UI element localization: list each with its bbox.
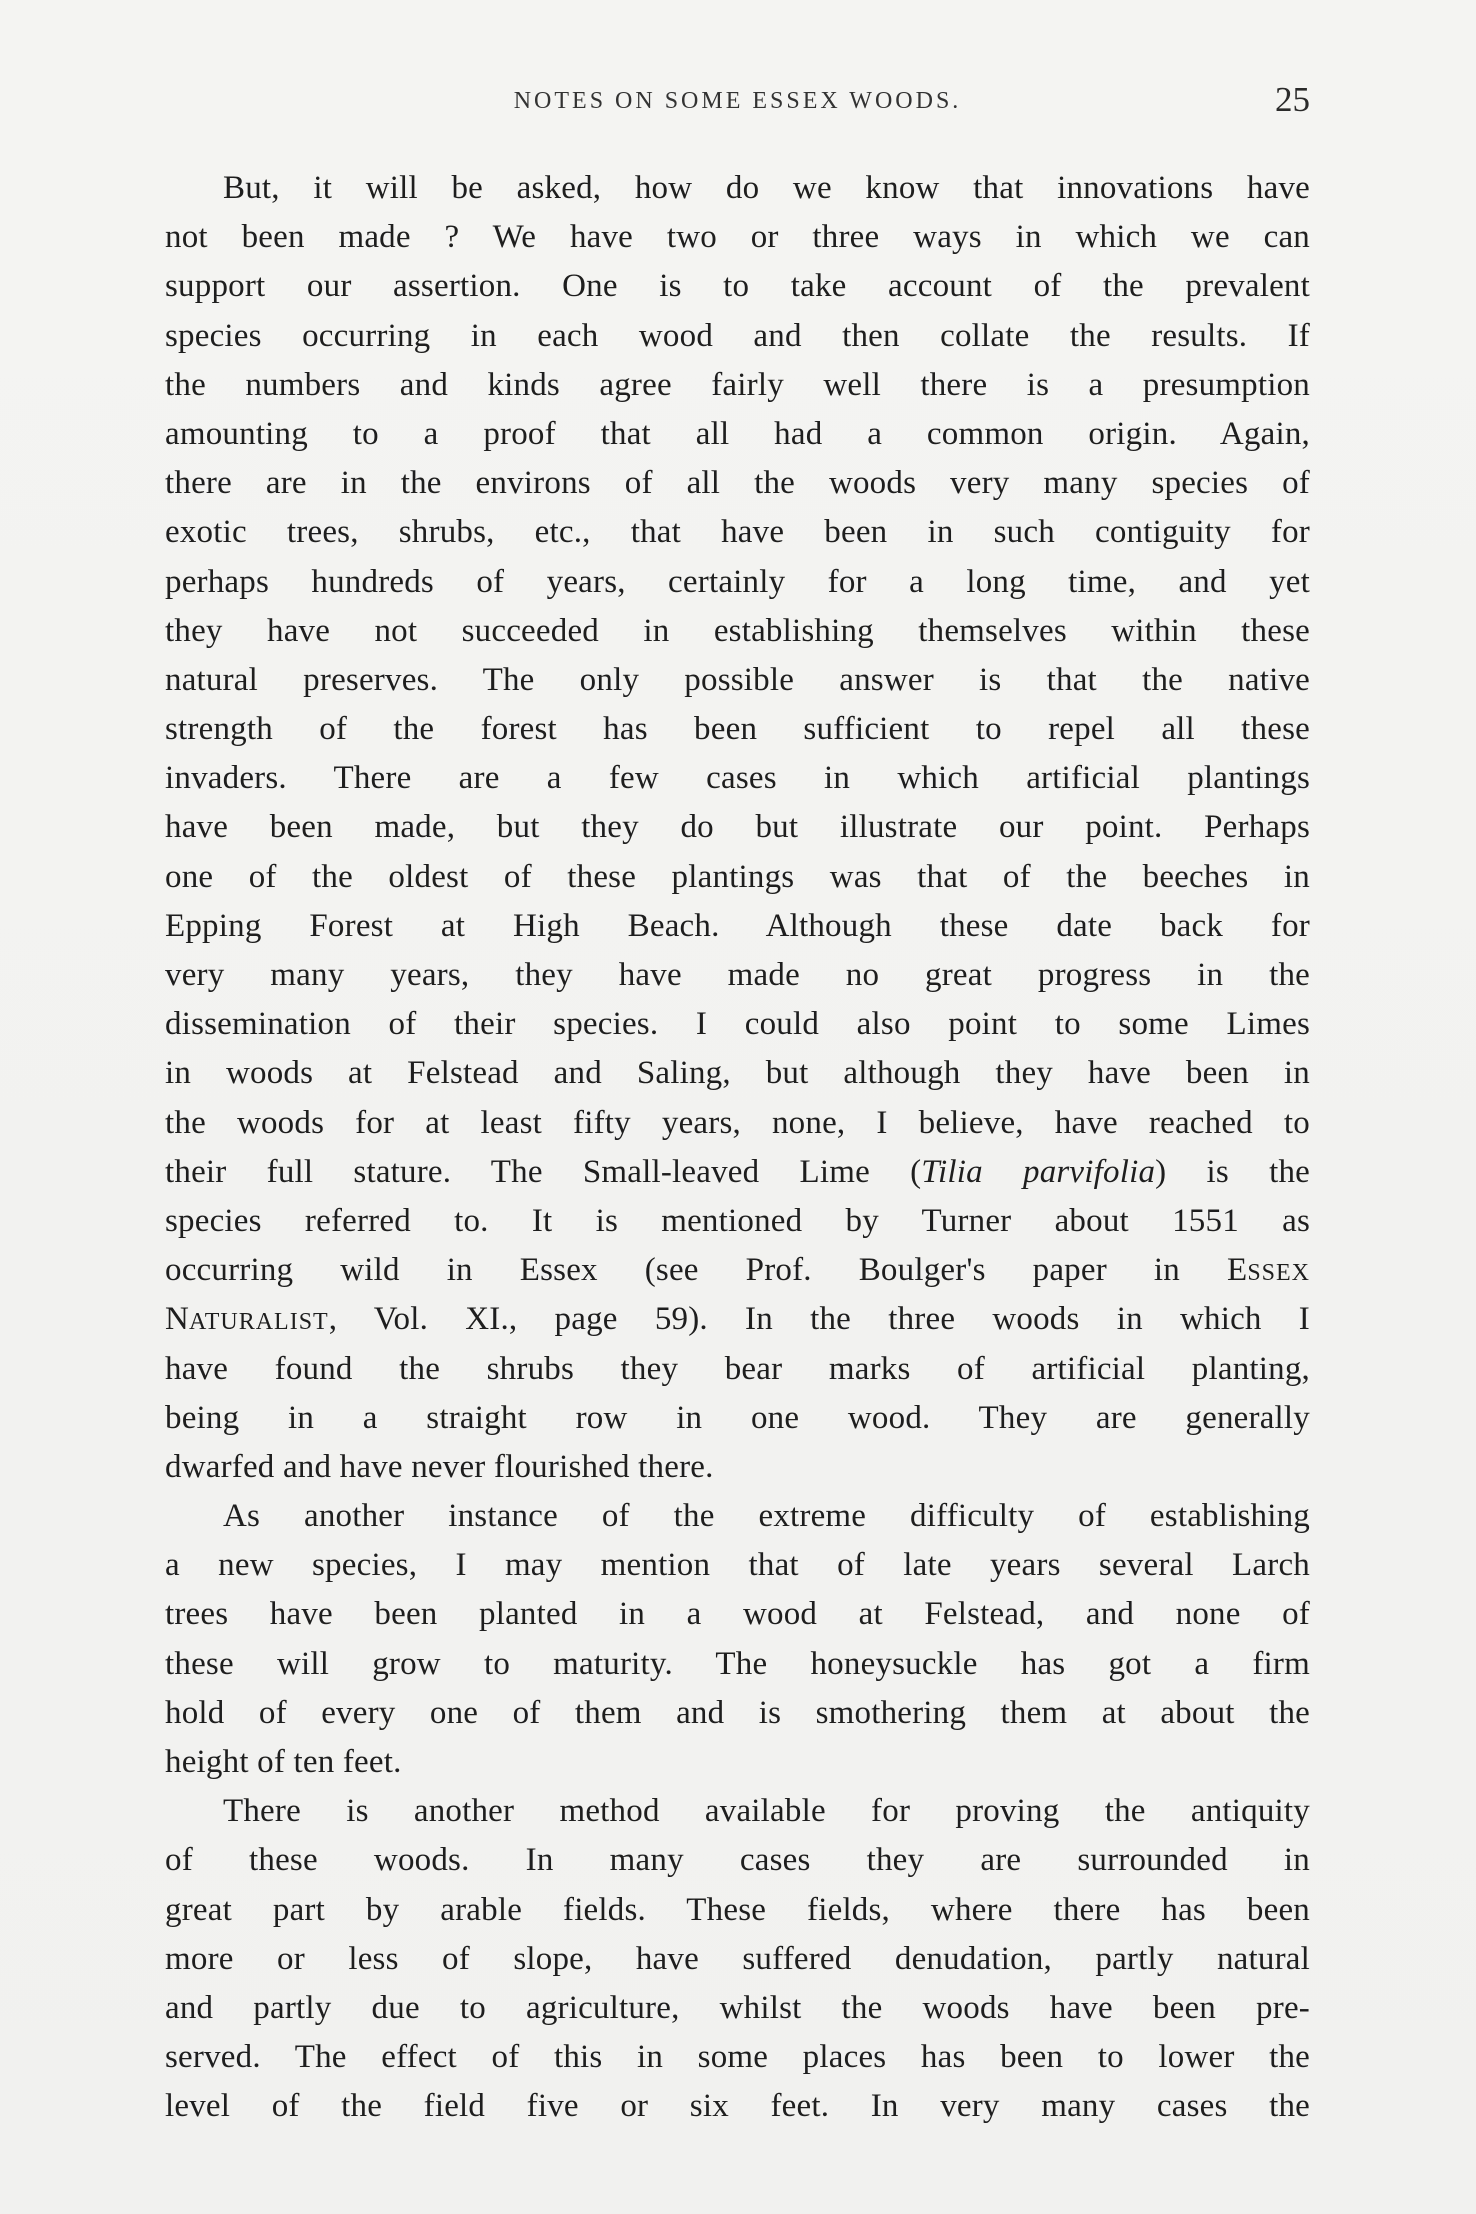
text-line: dwarfed and have never flourished there. [165,1448,714,1485]
text-line: strength of the forest has been sufficient to repel all these [165,711,1310,748]
text-line: invaders. There are a few cases in which artificial plantings [165,760,1310,797]
page-number: 25 [1275,80,1310,119]
text-line: species referred to. It is mentioned by Turner about 1551 as [165,1202,1310,1239]
text-line: not been made ? We have two or three ways in which we can [165,219,1310,256]
text-line: their full stature. The Small-leaved Lime (Tilia parvifolia) is the [165,1153,1310,1190]
text-line: in woods at Felstead and Saling, but although they have been in [165,1055,1310,1092]
text-line: they have not succeeded in establishing themselves within these [165,612,1310,649]
text-line: As another instance of the extreme difficulty of establishing [223,1498,1310,1535]
text-line: amounting to a proof that all had a common origin. Again, [165,415,1310,452]
body-text [165,164,1310,2132]
text-line: have been made, but they do but illustrate our point. Perhaps [165,809,1310,846]
text-line: There is another method available for proving the antiquity [223,1793,1310,1830]
text-line: served. The effect of this in some places has been to lower the [165,2039,1310,2076]
text-line: these will grow to maturity. The honeysuckle has got a firm [165,1645,1310,1682]
small-caps-text: ATURALIST [189,1309,329,1336]
text-line: one of the oldest of these plantings was that of the beeches in [165,858,1310,895]
species-name-italic: Tilia parvifolia [921,1153,1156,1190]
running-title: NOTES ON SOME ESSEX WOODS. [513,88,962,114]
text-line: being in a straight row in one wood. They are generally [165,1399,1310,1436]
text-line: very many years, they have made no great progress in the [165,957,1310,993]
text-line: more or less of slope, have suffered denudation, partly natural [165,1940,1310,1977]
text-line: Epping Forest at High Beach. Although these date back for [165,907,1310,944]
text-line: species occurring in each wood and then collate the results. If [165,317,1310,354]
text-line: level of the field five or six feet. In very many cases the [165,2088,1310,2125]
text-line: perhaps hundreds of years, certainly for a long time, and yet [165,563,1310,600]
text-line: of these woods. In many cases they are surrounded in [165,1842,1310,1879]
text-line: great part by arable fields. These fields, where there has been [165,1891,1310,1928]
text-line: trees have been planted in a wood at Felstead, and none of [165,1596,1310,1633]
text-line: the numbers and kinds agree fairly well there is a presumption [165,366,1310,403]
text-line: support our assertion. One is to take account of the prevalent [165,268,1310,305]
text-line: the woods for at least fifty years, none, I believe, have reached to [165,1104,1310,1141]
text-line: But, it will be asked, how do we know that innovations have [223,170,1310,206]
text-line: natural preserves. The only possible answer is that the native [165,661,1310,698]
running-head [165,80,1310,130]
text-line: NATURALIST, Vol. XI., page 59). In the three woods in which I [165,1301,1310,1338]
text-line: occurring wild in Essex (see Prof. Boulger's paper in ESSEX [165,1252,1310,1289]
text-line: hold of every one of them and is smothering them at about the [165,1694,1310,1731]
text-line: there are in the environs of all the woods very many species of [165,465,1310,502]
small-caps-text: SSEX [1247,1260,1310,1287]
text-line: have found the shrubs they bear marks of artificial planting, [165,1350,1310,1387]
text-line: dissemination of their species. I could also point to some Limes [165,1006,1310,1043]
text-line: exotic trees, shrubs, etc., that have been in such contiguity for [165,514,1310,551]
text-line: and partly due to agriculture, whilst the woods have been pre- [165,1989,1310,2026]
text-line: a new species, I may mention that of late years several Larch [165,1547,1310,1584]
text-line: height of ten feet. [165,1744,402,1780]
